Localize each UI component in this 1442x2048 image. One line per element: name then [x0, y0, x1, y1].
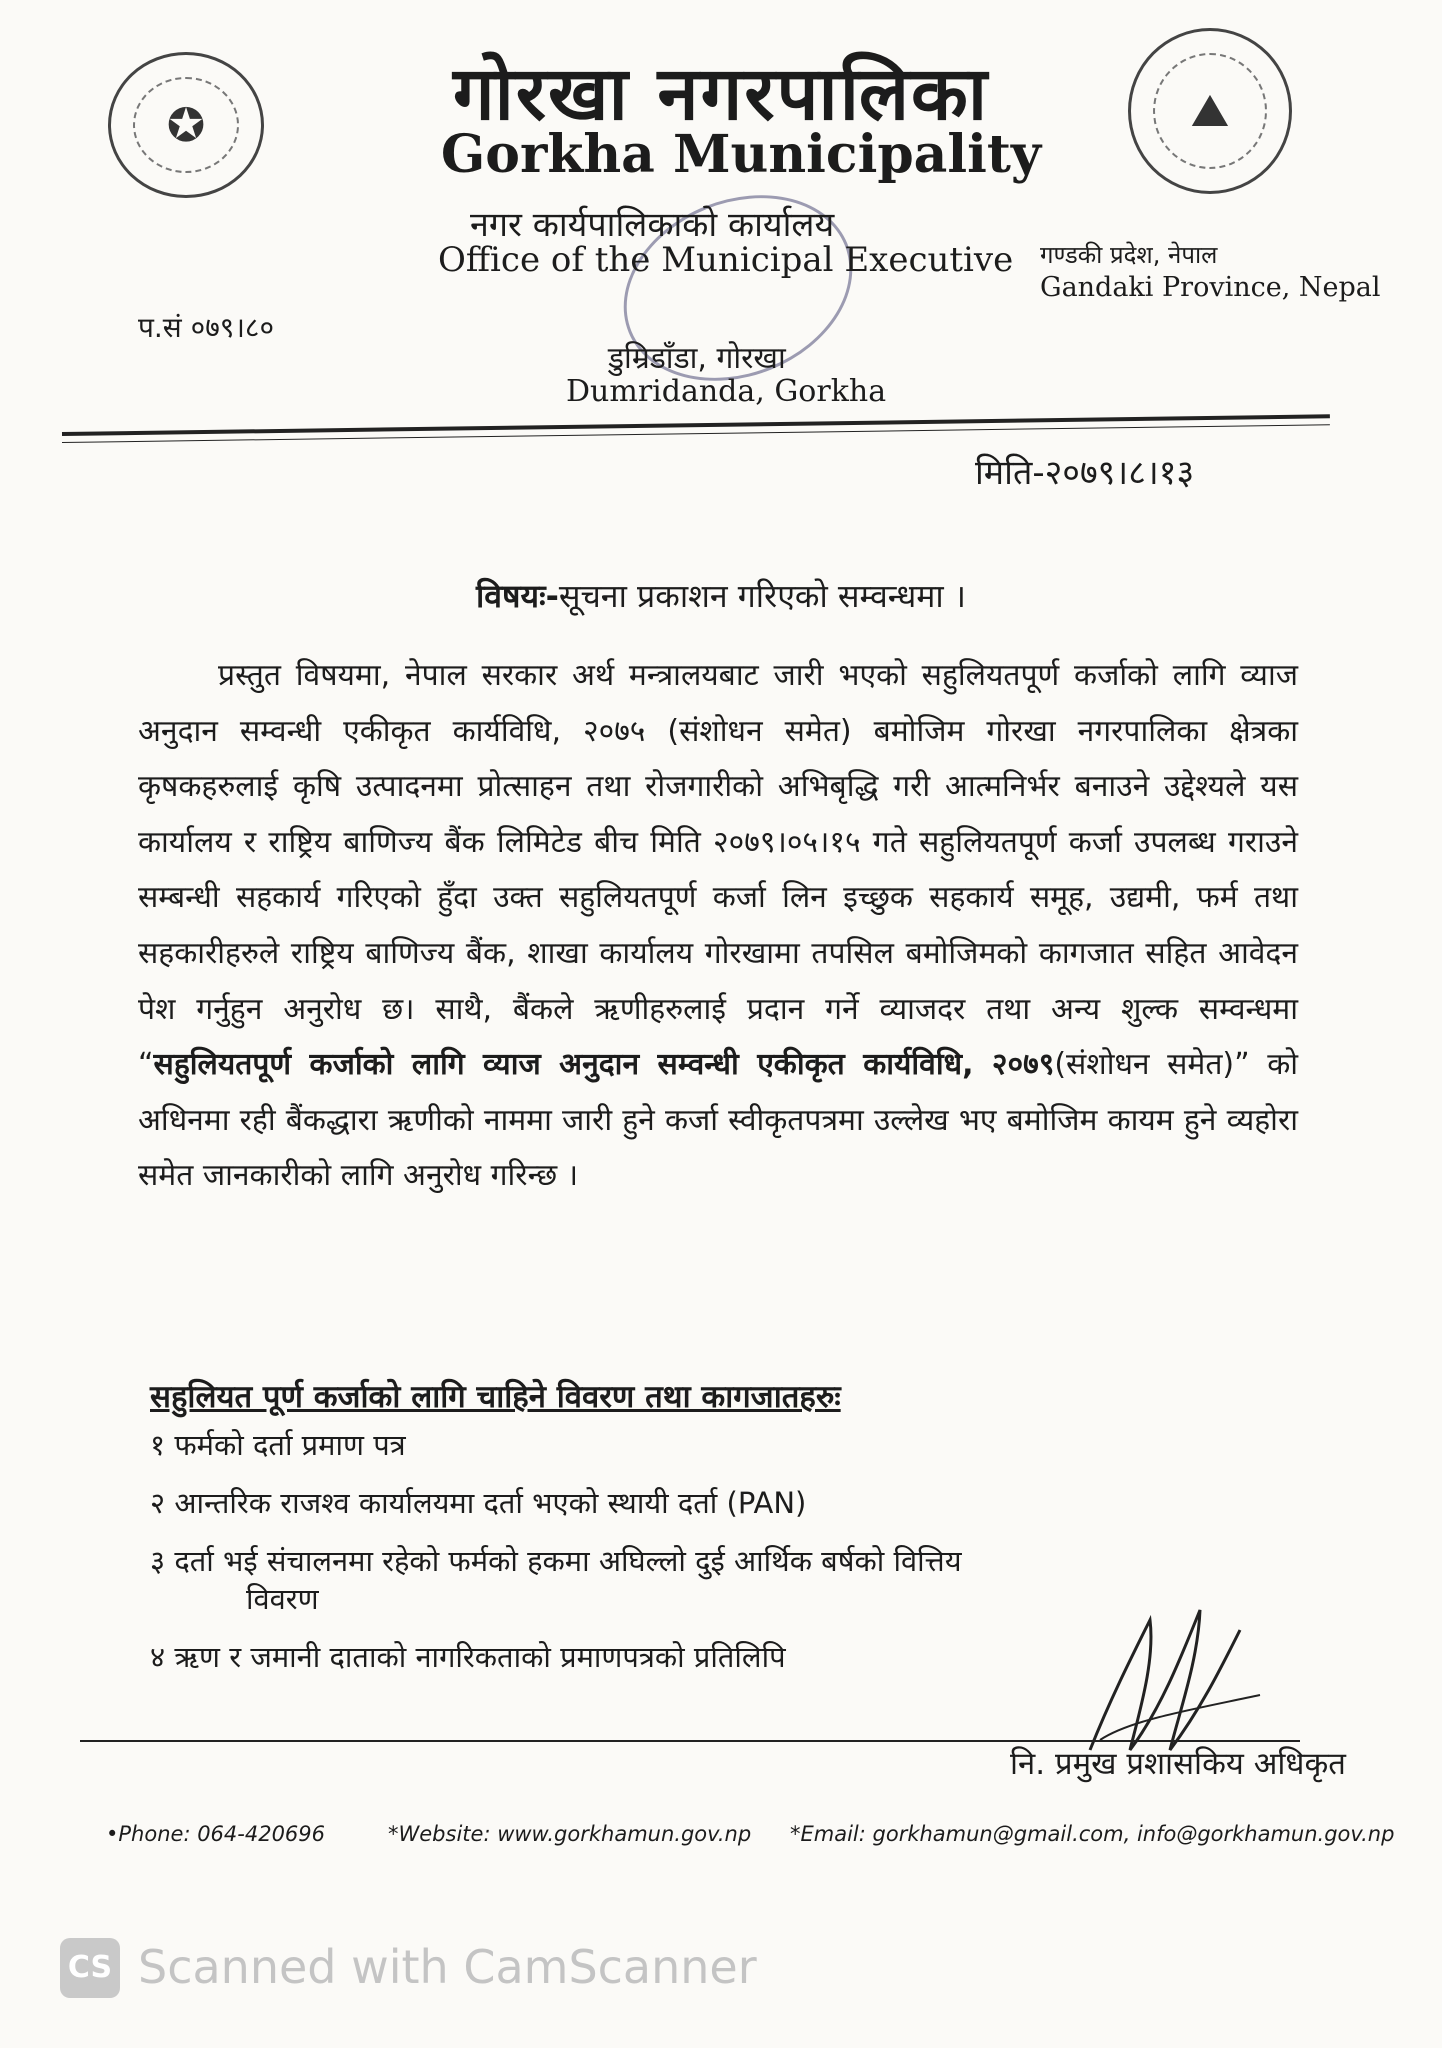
province-nepali: गण्डकी प्रदेश, नेपाल [1040, 241, 1218, 269]
list-item: १ फर्मको दर्ता प्रमाण पत्र [150, 1428, 406, 1462]
municipality-name-english: Gorkha Municipality [440, 124, 1042, 185]
body-part-1: प्रस्तुत विषयमा, नेपाल सरकार अर्थ मन्त्रालयबाट जारी भएको सहुलियतपूर्ण कर्जाको लागि व्याज अनुदान सम्वन्धी एकीकृत कार्यविधि, २०७५ (संशोधन समेत) बमोजिम गोरखा नगरपालिका क्षेत्रका कृषकहरुलाई कृषि उत्पादनमा प्रोत्साहन तथा रोजगारीको अभिबृद्धि गरी आत्मनिर्भर बनाउने उद्देश्यले यस कार्यालय र राष्ट्रिय बाणिज्य बैंक लिमिटेड बीच मिति २०७९।०५।१५ गते सहुलियतपूर्ण कर्जा उपलब्ध गराउने सम्बन्धी सहकार्य गरिएको हुँदा उक्त सहुलियतपूर्ण कर्जा लिन इच्छुक सहकार्य समूह, उद्यमी, फर्म तथा सहकारीहरुले राष्ट्रिय बाणिज्य बैंक, शाखा कार्यालय गोरखामा तपसिल बमोजिमको कागजात सहित आवेदन पेश गर्नुहुन अनुरोध छ। साथै, बैंकले ऋणीहरुलाई प्रदान गर्ने व्याजदर तथा अन्य शुल्क सम्वन्धमा “ [138, 658, 1298, 1083]
mountain-icon: ⛰ [1190, 83, 1230, 137]
list-item: २ आन्तरिक राजश्व कार्यालयमा दर्ता भएको स्थायी दर्ता (PAN) [150, 1486, 807, 1520]
body-part-2: (संशोधन समेत)” को अधिनमा रही बैंकद्धारा ऋणीको नाममा जारी हुने कर्जा स्वीकृतपत्रमा उल्लेख भए बमोजिम कायम हुने व्यहोरा समेत जानकारीको लागि अनुरोध गरिन्छ । [138, 1047, 1298, 1194]
signature [1070, 1600, 1270, 1760]
list-item: ४ ऋण र जमानी दाताको नागरिकताको प्रमाणपत्रको प्रतिलिपि [150, 1640, 786, 1674]
subject-text: सूचना प्रकाशन गरिएको सम्वन्धमा । [558, 577, 967, 615]
list-item: ३ दर्ता भई संचालनमा रहेको फर्मको हकमा अघिल्लो दुई आर्थिक बर्षको वित्तिय विवरण [150, 1542, 1300, 1618]
list-item-continuation: विवरण [246, 1582, 319, 1616]
address-nepali: डुम्रिडाँडा, गोरखा [608, 341, 786, 376]
address-english: Dumridanda, Gorkha [566, 374, 887, 409]
reference-number: प.सं ०७९।८० [138, 311, 275, 344]
requirements-heading: सहुलियत पूर्ण कर्जाको लागि चाहिने विवरण तथा कागजातहरुः [150, 1379, 841, 1415]
subject-label: विषयः- [475, 577, 559, 615]
office-name-english: Office of the Municipal Executive [438, 240, 1014, 280]
footer-email: *Email: gorkhamun@gmail.com, info@gorkhamun.gov.np [790, 1822, 1395, 1846]
camscanner-watermark: Scanned with CamScanner [138, 1940, 757, 1994]
body-paragraph [138, 648, 1298, 1204]
footer-website: *Website: www.gorkhamun.gov.np [388, 1822, 752, 1846]
footer-phone: •Phone: 064-420696 [106, 1822, 326, 1846]
office-name-nepali: नगर कार्यपालिकाको कार्यालय [470, 205, 835, 245]
signatory-title: नि. प्रमुख प्रशासकिय अधिकृत [1010, 1746, 1346, 1782]
subject-line [0, 574, 1442, 617]
province-english: Gandaki Province, Nepal [1040, 272, 1381, 303]
letter-date: मिति-२०७९।८।१३ [975, 453, 1195, 493]
body-bold-phrase: सहुलियतपूर्ण कर्जाको लागि व्याज अनुदान सम्वन्धी एकीकृत कार्यविधि, २०७९ [153, 1047, 1055, 1083]
municipality-name-nepali: गोरखा नगरपालिका [452, 51, 990, 137]
camscanner-logo: CS [60, 1938, 120, 1998]
emblem-icon: ✪ [166, 98, 206, 152]
